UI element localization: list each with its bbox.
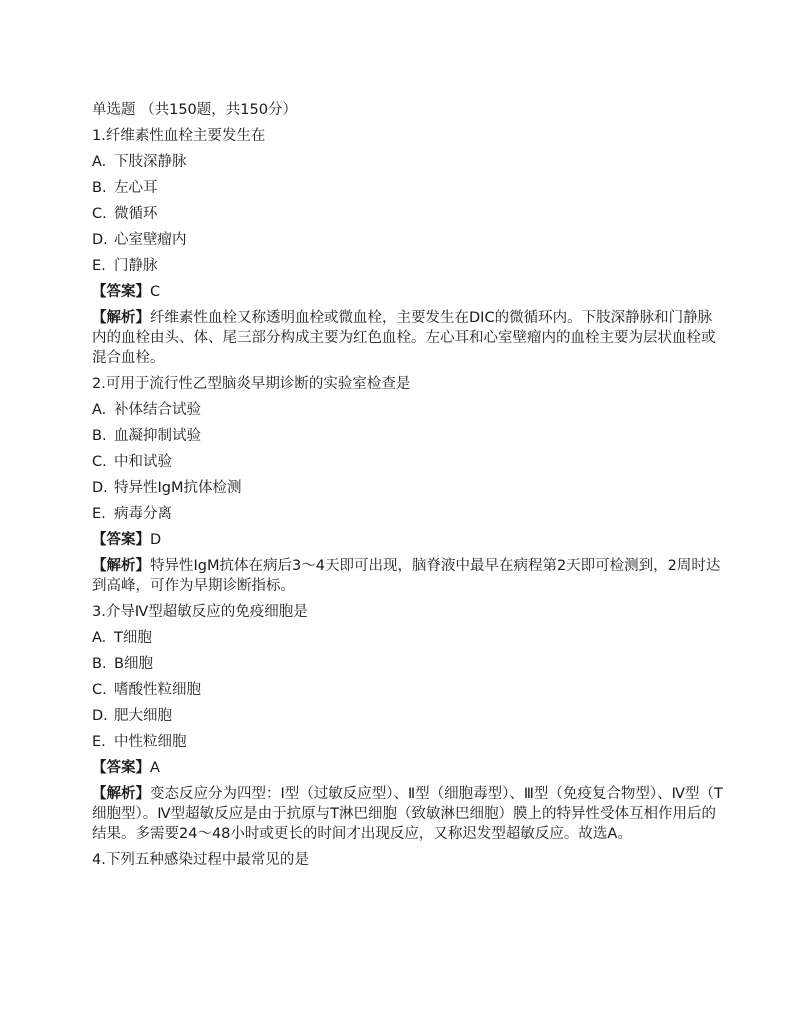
question-stem: 1.纤维素性血栓主要发生在 — [92, 128, 266, 144]
question-stem: 2.可用于流行性乙型脑炎早期诊断的实验室检查是 — [92, 376, 411, 392]
option-text: 嗜酸性粒细胞 — [114, 682, 201, 698]
answer-label: 【答案】 — [92, 284, 150, 300]
option-letter: C. — [92, 454, 107, 470]
option-letter: E. — [92, 258, 106, 274]
option-list — [92, 628, 734, 752]
answer-label: 【答案】 — [92, 760, 150, 776]
option-letter: D. — [92, 708, 108, 724]
option-text: 心室壁瘤内 — [114, 232, 187, 248]
answer-value: C — [150, 284, 161, 300]
question-1 — [92, 126, 734, 368]
option-letter: E. — [92, 734, 106, 750]
option-e — [92, 732, 734, 752]
option-text: B细胞 — [114, 656, 153, 672]
section-title: 单选题 （共150题，共150分） — [92, 102, 297, 118]
answer-line — [92, 758, 734, 778]
option-text: 中性粒细胞 — [114, 734, 187, 750]
option-c — [92, 204, 734, 224]
option-letter: B. — [92, 180, 107, 196]
analysis-label: 【解析】 — [92, 786, 150, 802]
option-letter: E. — [92, 506, 106, 522]
analysis-paragraph — [92, 784, 726, 844]
option-letter: B. — [92, 428, 107, 444]
option-text: 血凝抑制试验 — [114, 428, 201, 444]
analysis-label: 【解析】 — [92, 310, 150, 326]
option-text: 病毒分离 — [114, 506, 172, 522]
option-letter: D. — [92, 232, 108, 248]
option-letter: A. — [92, 630, 107, 646]
option-a — [92, 400, 734, 420]
option-e — [92, 256, 734, 276]
option-b — [92, 178, 734, 198]
option-letter: A. — [92, 402, 107, 418]
question-2 — [92, 374, 734, 596]
option-d — [92, 230, 734, 250]
analysis-text: 变态反应分为四型：Ⅰ型（过敏反应型）、Ⅱ型（细胞毒型）、Ⅲ型（免疫复合物型）、Ⅳ型（T细胞型）。Ⅳ型超敏反应是由于抗原与T淋巴细胞（致敏淋巴细胞）膜上的特异性受体互相作用后的结果。多需要24～48小时或更长的时间才出现反应，又称迟发型超敏反应。故选A。 — [92, 786, 723, 842]
analysis-text: 纤维素性血栓又称透明血栓或微血栓，主要发生在DIC的微循环内。下肢深静脉和门静脉内的血栓由头、体、尾三部分构成主要为红色血栓。左心耳和心室壁瘤内的血栓主要为层状血栓或混合血栓。 — [92, 310, 716, 366]
option-text: 微循环 — [114, 206, 158, 222]
analysis-label: 【解析】 — [92, 558, 150, 574]
option-d — [92, 706, 734, 726]
answer-value: A — [150, 760, 160, 776]
option-letter: B. — [92, 656, 107, 672]
option-d — [92, 478, 734, 498]
option-letter: C. — [92, 206, 107, 222]
option-text: 特异性IgM抗体检测 — [114, 480, 242, 496]
analysis-paragraph — [92, 556, 726, 596]
option-text: 补体结合试验 — [114, 402, 201, 418]
option-text: 门静脉 — [114, 258, 158, 274]
option-b — [92, 426, 734, 446]
option-letter: D. — [92, 480, 108, 496]
option-a — [92, 152, 734, 172]
option-c — [92, 680, 734, 700]
option-a — [92, 628, 734, 648]
question-stem: 4.下列五种感染过程中最常见的是 — [92, 852, 309, 868]
option-letter: A. — [92, 154, 107, 170]
question-stem: 3.介导Ⅳ型超敏反应的免疫细胞是 — [92, 604, 308, 620]
option-text: 左心耳 — [114, 180, 158, 196]
option-c — [92, 452, 734, 472]
option-list — [92, 152, 734, 276]
question-4 — [92, 850, 734, 870]
option-text: 中和试验 — [114, 454, 172, 470]
option-text: 肥大细胞 — [114, 708, 172, 724]
option-letter: C. — [92, 682, 107, 698]
option-b — [92, 654, 734, 674]
answer-line — [92, 530, 734, 550]
option-list — [92, 400, 734, 524]
option-text: T细胞 — [114, 630, 152, 646]
answer-line — [92, 282, 734, 302]
analysis-paragraph — [92, 308, 726, 368]
option-text: 下肢深静脉 — [114, 154, 187, 170]
analysis-text: 特异性IgM抗体在病后3～4天即可出现，脑脊液中最早在病程第2天即可检测到，2周时达到高峰，可作为早期诊断指标。 — [92, 558, 721, 594]
answer-label: 【答案】 — [92, 532, 150, 548]
option-e — [92, 504, 734, 524]
answer-value: D — [150, 532, 162, 548]
question-3 — [92, 602, 734, 844]
